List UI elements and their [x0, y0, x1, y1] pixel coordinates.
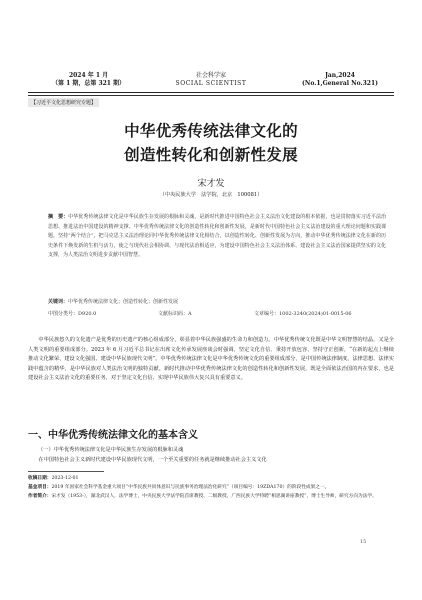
- issue-year-month: 2024 年 1 月: [68, 72, 109, 79]
- article-title: [0, 119, 422, 167]
- author-bio-label: 作者简介：: [28, 493, 52, 499]
- section-heading: 一、中华优秀传统法律文化的基本含义: [28, 430, 198, 441]
- author-bio-value: 宋才发（1953-），湖北武汉人，法学博士，中央民族大学法学院首席教授、二级教授，广西民族大学特聘“相思湖讲座教授”，博士生导师，研究方向为法学。: [51, 493, 377, 499]
- issue-date-en: [302, 72, 378, 88]
- header-rule-thick: [28, 92, 394, 93]
- received-date: [28, 475, 394, 484]
- fund-label: 基金项目：: [28, 484, 52, 490]
- title-line-2: 创造性转化和创新性发展: [124, 145, 298, 164]
- abstract-text: 中华优秀传统法律文化是中华民族生存发展的根脉和灵魂，是新时代推进中国特色社会主义法治文化建设的根本依据，也是贯彻落实习近平法治思想、推进法治中国建设的精神支撑。中华优秀传统法律文化的创造性转化和创新性发展，是新时代中国特色社会主义法治建设的重大理论问题和实践课题。坚持“两个结合”，把马克思主义法治理论同中华优秀传统法律文化相结合，以创造性转化、创新性发展为方向，推动中华优秀传统法律文化在新的历史条件下焕发新的生机与活力，使之与现代社会相协调、与现代法治相适应，为建设中国特色社会主义法治体系、建设社会主义法治国家提供坚实的文化支撑，为人类法治文明进步贡献中国智慧。: [48, 214, 386, 259]
- author-name: 宋才发: [197, 179, 225, 189]
- intro-paragraph: 中华民族悠久的文化遗产是优秀的历史遗产的核心组成部分，彰显着中华民族强盛的生命力和创造力。中华优秀传统文化既是中华文明智慧的结晶，又是全人类文明的重要组成部分。2023 年 6 月习近平总书记在出席文化传承发展座谈会时强调，坚定文化自信、秉持开放包容、坚持守正创新，“在新的起点上继续推动文化繁荣、建设文化强国、建设中华民族现代文明”。中华优秀传统法律文化是中华优秀传统文化的重要组成部分，是中国传统法律制度、法律思想、法律实践中蕴含的精华，是中华民族对人类法治文明的独特贡献。新时代推动中华优秀传统法律文化的创造性转化和创新性发展，既是全面依法治国的内在要求，也是建设社会主义法治文化的重要任务，对于坚定文化自信、实现中华民族伟大复兴具有重要意义。: [28, 337, 394, 381]
- author-affiliation: （中央民族大学 法学院，北京 100081）: [159, 192, 263, 198]
- article-number: 文章编号：1002-3240(2024)01-0015-06: [254, 311, 352, 317]
- fund-info: [28, 484, 394, 493]
- clc-number: 中图分类号：D920.0: [48, 311, 97, 317]
- abstract-label: 摘 要：: [48, 214, 69, 220]
- keywords-text: 中华优秀传统法律文化；创造性转化；创新性发展: [68, 299, 179, 305]
- subsection-heading: （一）中华优秀传统法律文化是中华民族生存发展的根脉和灵魂: [38, 447, 184, 453]
- footnote-rule: [28, 471, 104, 472]
- keywords: [48, 298, 178, 305]
- received-value: 2023-12-01: [51, 476, 79, 481]
- journal-name-cn: 社会科学家: [195, 72, 226, 79]
- issue-month-en: Jan,2024: [325, 72, 355, 79]
- received-label: 收稿日期：: [28, 476, 52, 481]
- fund-value: 2019 年国家社会科学基金重大项目“中华民族共同体意识与民族事务治理法治化研究”（项目编号：19ZDA170）的阶段性成果之一。: [51, 484, 330, 490]
- footnotes: [28, 475, 394, 501]
- journal-name-en: SOCIAL SCIENTIST: [175, 80, 247, 87]
- column-tag: 【习近平文化思想研究专题】: [28, 98, 99, 107]
- journal-header: [0, 72, 422, 94]
- header-rule-thin: [28, 95, 394, 96]
- issue-number-en: (No.1,General No.321): [302, 80, 378, 87]
- issue-number: （第 1 期，总第 321 期）: [52, 80, 126, 87]
- document-code: 文献标识码：A: [158, 311, 192, 317]
- abstract: [48, 213, 386, 261]
- keywords-label: 关键词：: [48, 299, 69, 305]
- title-line-1: 中华优秀传统法律文化的: [124, 121, 298, 140]
- author-bio: [28, 493, 394, 502]
- section-paragraph: 在中国特色社会主义新时代建设中华民族现代文明，一个至关重要的任务就是继续推动社会主义文化: [38, 457, 267, 463]
- page-number: 15: [360, 539, 367, 545]
